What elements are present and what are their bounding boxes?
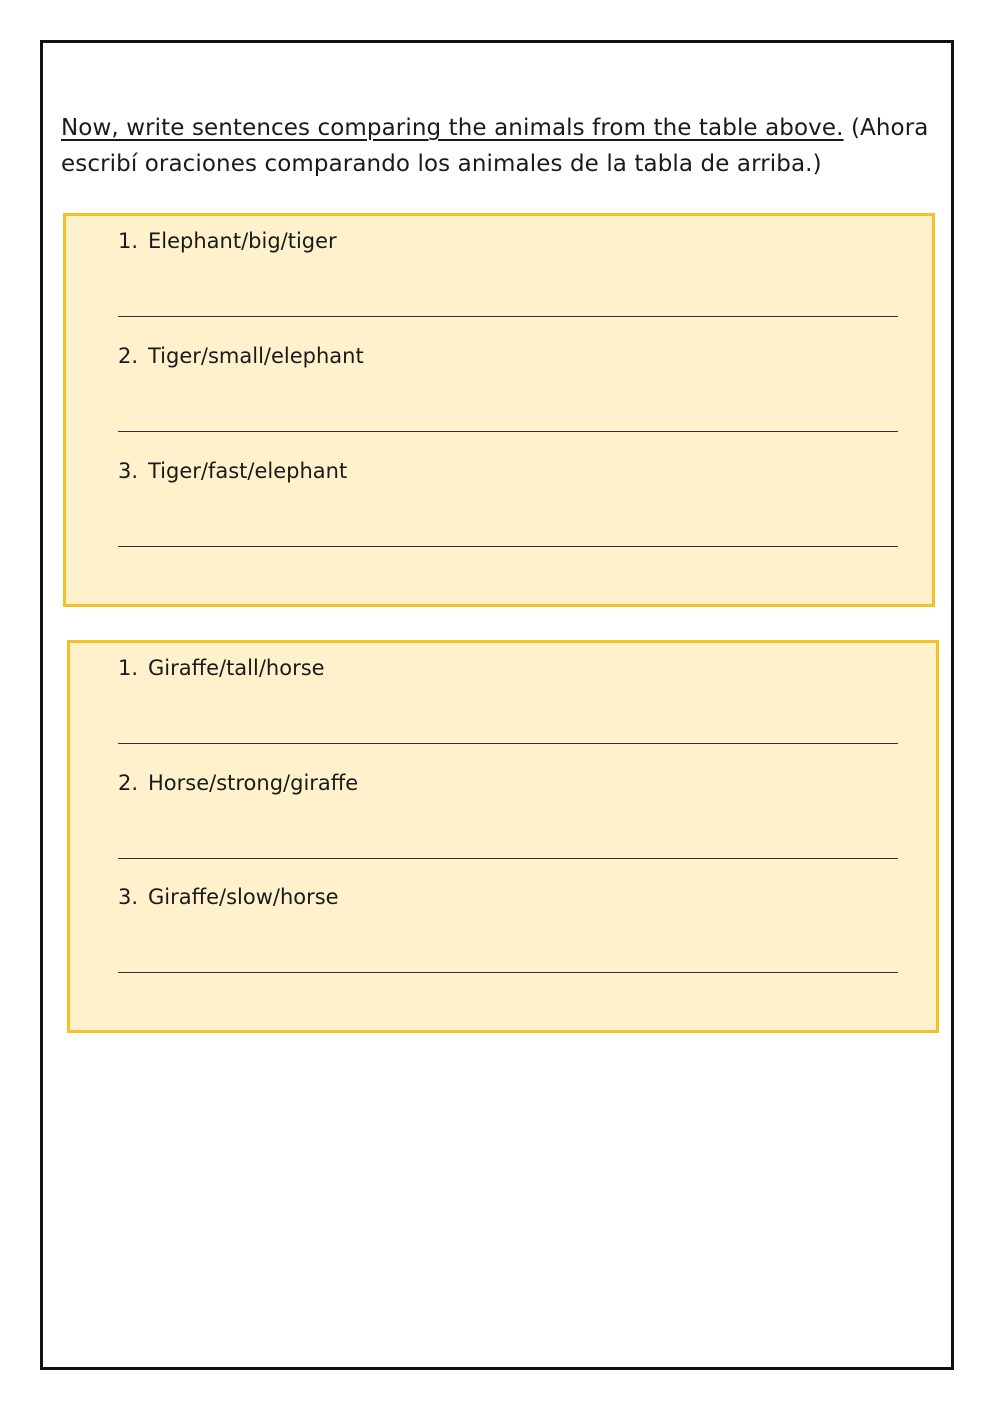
exercise-item [118,884,898,910]
answer-line[interactable] [118,431,898,432]
item-number: 2. [118,771,139,795]
exercise-item [118,458,898,484]
item-prompt [118,884,898,910]
item-prompt [118,770,898,796]
answer-line[interactable] [118,858,898,859]
instructions-english: Now, write sentences comparing the animals from the table above. [61,115,844,141]
item-number: 2. [118,344,139,368]
exercise-box-2 [67,640,939,1033]
exercise-item [118,343,898,369]
exercise-box-1 [63,213,935,607]
instructions-spanish: (Ahora escribí oraciones comparando los animales de la tabla de arriba.) [61,115,929,177]
answer-line[interactable] [118,743,898,744]
answer-line[interactable] [118,972,898,973]
item-text: Giraffe/tall/horse [148,656,325,680]
instructions [61,110,941,182]
item-number: 1. [118,656,139,680]
answer-line[interactable] [118,546,898,547]
item-text: Elephant/big/tiger [148,229,337,253]
item-text: Tiger/small/elephant [148,344,364,368]
item-text: Tiger/fast/elephant [148,459,348,483]
item-text: Giraffe/slow/horse [148,885,339,909]
exercise-item [118,228,898,254]
item-prompt [118,655,898,681]
exercise-item [118,655,898,681]
exercise-item [118,770,898,796]
item-text: Horse/strong/giraffe [148,771,359,795]
item-number: 1. [118,229,139,253]
item-prompt [118,228,898,254]
item-number: 3. [118,459,139,483]
item-prompt [118,343,898,369]
item-number: 3. [118,885,139,909]
answer-line[interactable] [118,316,898,317]
item-prompt [118,458,898,484]
